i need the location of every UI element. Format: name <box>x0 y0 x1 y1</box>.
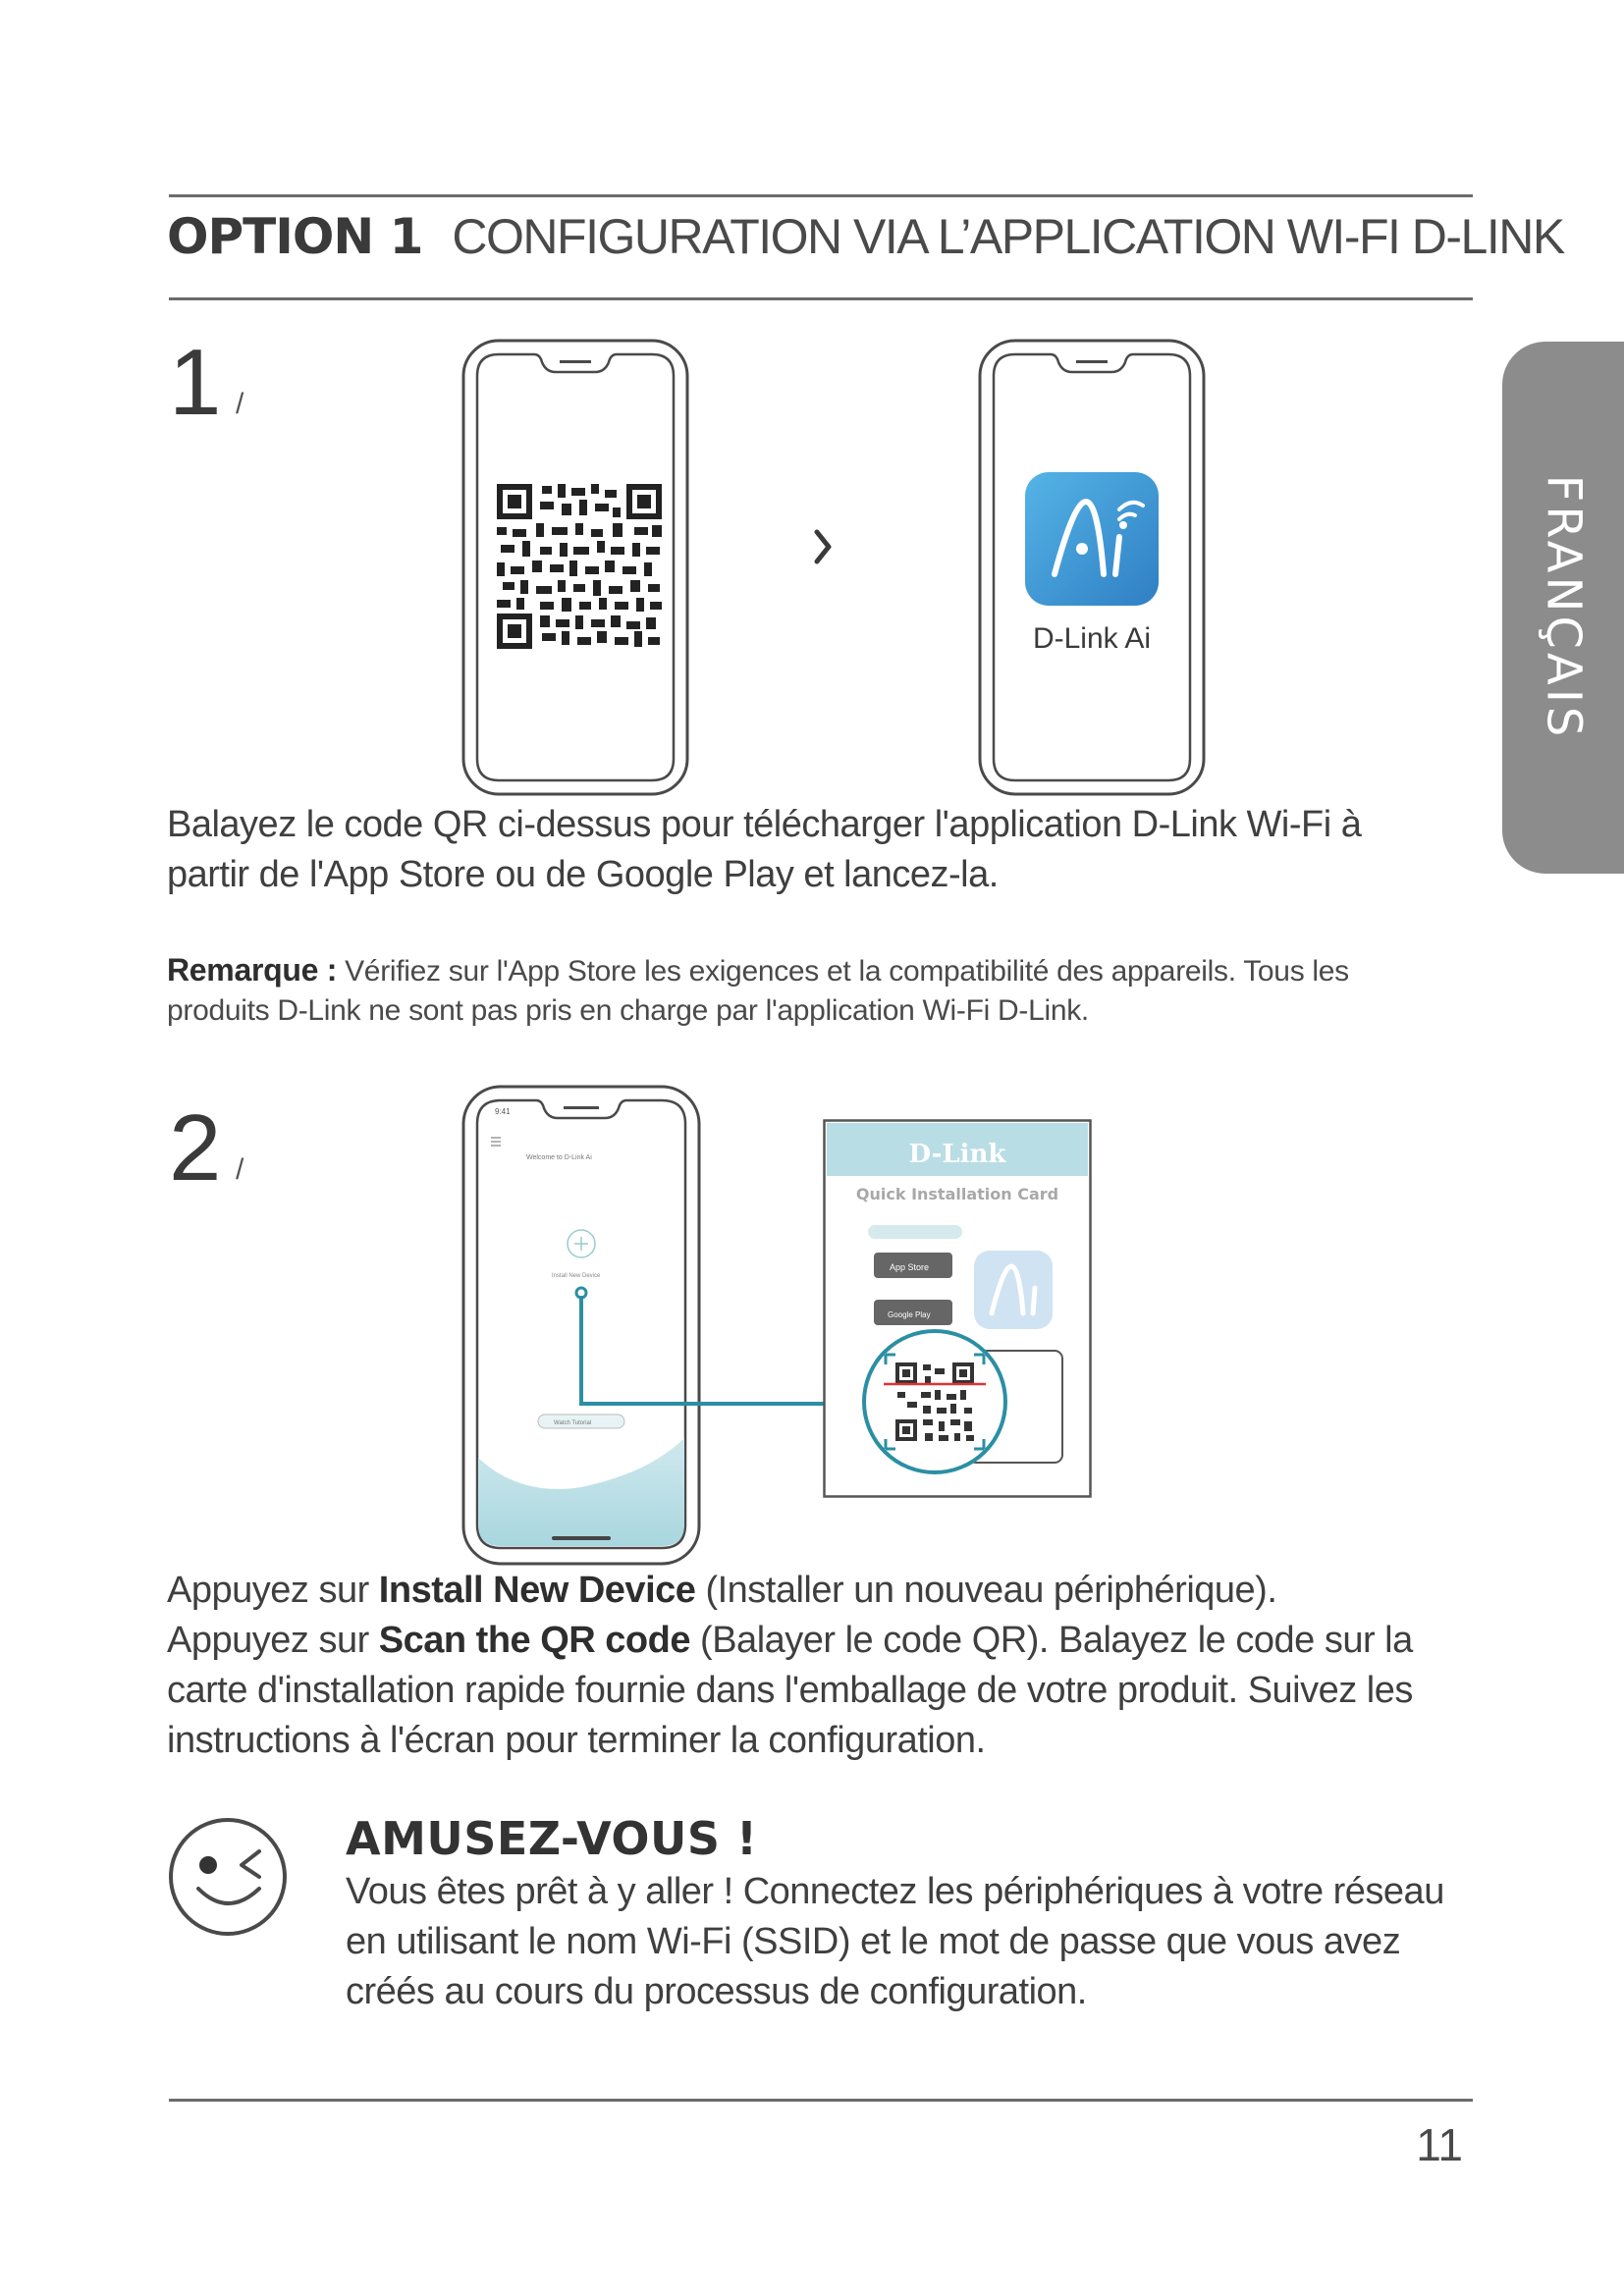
phone-app-illustration <box>978 339 1206 796</box>
step-2-line1-pre: Appuyez sur <box>167 1570 379 1611</box>
fun-text: Vous êtes prêt à y aller ! Connectez les périphériques à votre réseau en utilisant le nom Wi-Fi (SSID) et le mot de passe que vous avez créés au cours du processus de configuration. <box>346 1871 1444 2012</box>
chevron-right-icon <box>813 528 835 565</box>
note-label: Remarque : <box>167 952 338 988</box>
page-title <box>167 208 1564 277</box>
phone-time: 9:41 <box>495 1107 511 1116</box>
option-label: OPTION 1 <box>167 208 423 265</box>
step-2-slash: / <box>236 1153 244 1186</box>
phone-welcome: Welcome to D-Link Ai <box>526 1154 592 1161</box>
quick-installation-card <box>823 1119 1092 1498</box>
note-text: Vérifiez sur l'App Store les exigences et la compatibilité des appareils. Tous les produits D-Link ne sont pas pris en charge par l'application Wi-Fi D-Link. <box>167 955 1349 1027</box>
card-googleplay-badge: Google Play <box>888 1310 931 1319</box>
top-rule <box>169 194 1473 197</box>
phone-tutorial: Watch Tutorial <box>554 1420 592 1426</box>
app-name-label: D-Link Ai <box>1032 622 1152 655</box>
fun-title: AMUSEZ-VOUS ! <box>346 1812 758 1865</box>
title-rule <box>169 297 1473 300</box>
step-1-number: 1 <box>169 330 222 435</box>
card-appstore-badge: App Store <box>890 1262 930 1272</box>
language-tab-label: FRANÇAIS <box>1536 474 1592 741</box>
wink-face-icon <box>167 1816 289 1938</box>
section-title: CONFIGURATION VIA L’APPLICATION WI-FI D-LINK <box>452 209 1564 264</box>
card-brand: D-Link <box>908 1140 1006 1169</box>
step-2-line2-post: (Balayer le code QR). Balayez le code sur la carte d'installation rapide fournie dans l'emballage de votre produit. Suivez les instructions à l'écran pour terminer la configuration. <box>167 1620 1413 1761</box>
step-2-text <box>167 1566 1483 1766</box>
step-2-line2-pre: Appuyez sur <box>167 1620 379 1661</box>
install-new-device-label: Install New Device <box>378 1570 696 1611</box>
card-title: Quick Installation Card <box>855 1185 1059 1203</box>
step-2-line1-post: (Installer un nouveau périphérique). <box>695 1570 1277 1611</box>
step-2-number: 2 <box>169 1095 222 1201</box>
step-1-slash: / <box>236 388 244 420</box>
scan-qr-code-label: Scan the QR code <box>378 1620 690 1661</box>
language-tab-label-wrap <box>1502 342 1624 874</box>
footer-rule <box>169 2099 1473 2102</box>
note <box>167 950 1443 1031</box>
step-1-text: Balayez le code QR ci-dessus pour télécharger l'application D-Link Wi-Fi à partir de l'App Store ou de Google Play et lancez-la. <box>167 804 1362 895</box>
qr-code <box>497 484 662 649</box>
phone-install: Install New Device <box>552 1273 601 1279</box>
page-number: 11 <box>1416 2119 1463 2170</box>
d-link-ai-app-icon <box>1025 472 1159 606</box>
phone-qr-illustration <box>461 339 689 796</box>
